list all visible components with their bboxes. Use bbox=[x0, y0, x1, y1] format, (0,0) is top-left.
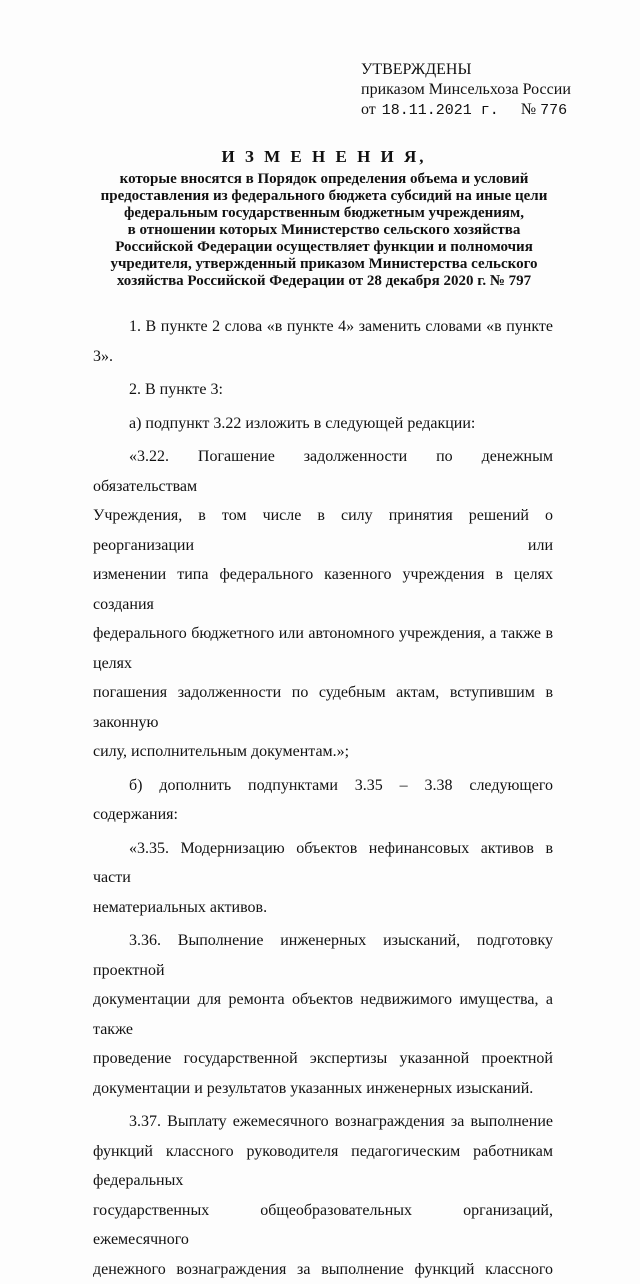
paragraph-2: 2. В пункте 3: bbox=[93, 375, 553, 405]
document-title bbox=[100, 147, 548, 290]
order-of-label: приказом Минсельхоза России bbox=[361, 80, 571, 100]
title-line: в отношении которых Министерство сельского хозяйства bbox=[100, 222, 548, 239]
text-line: документации для ремонта объектов недвижимого имущества, а также bbox=[93, 985, 553, 1044]
paragraph-3-36 bbox=[93, 926, 553, 1103]
paragraph-b: б) дополнить подпунктами 3.35 – 3.38 следующего содержания: bbox=[93, 771, 553, 830]
text-line: 3.37. Выплату ежемесячного вознаграждения за выполнение bbox=[93, 1107, 553, 1137]
text-line: изменении типа федерального казенного учреждения в целях создания bbox=[93, 560, 553, 619]
title-line: Российской Федерации осуществляет функции и полномочия bbox=[100, 239, 548, 256]
text-line: федерального бюджетного или автономного учреждения, а также в целях bbox=[93, 619, 553, 678]
date-label: от bbox=[361, 101, 376, 118]
approved-label: УТВЕРЖДЕНЫ bbox=[361, 60, 571, 80]
order-number: 776 bbox=[540, 102, 567, 119]
text-line: документации и результатов указанных инженерных изысканий. bbox=[93, 1074, 553, 1104]
paragraph-3-35 bbox=[93, 834, 553, 923]
text-line: 3.36. Выполнение инженерных изысканий, подготовку проектной bbox=[93, 926, 553, 985]
paragraph-1: 1. В пункте 2 слова «в пункте 4» заменить словами «в пункте 3». bbox=[93, 312, 553, 371]
title-line: хозяйства Российской Федерации от 28 декабря 2020 г. № 797 bbox=[100, 273, 548, 290]
title-line: предоставления из федерального бюджета субсидий на иные цели bbox=[100, 188, 548, 205]
order-date-line bbox=[361, 100, 571, 121]
text-line: погашения задолженности по судебным актам, вступившим в законную bbox=[93, 678, 553, 737]
text-line: государственных общеобразовательных организаций, ежемесячного bbox=[93, 1196, 553, 1255]
paragraph-3-37 bbox=[93, 1107, 553, 1284]
text-line: нематериальных активов. bbox=[93, 893, 553, 923]
title-heading: И З М Е Н Е Н И Я, bbox=[100, 147, 548, 167]
approval-stamp bbox=[361, 60, 571, 121]
title-line: которые вносятся в Порядок определения объема и условий bbox=[100, 171, 548, 188]
text-line: функций классного руководителя педагогическим работникам федеральных bbox=[93, 1137, 553, 1196]
text-line: Учреждения, в том числе в силу принятия решений о реорганизации или bbox=[93, 501, 553, 560]
document-body bbox=[93, 312, 553, 1284]
title-subtitle bbox=[100, 171, 548, 290]
order-date: 18.11.2021 г. bbox=[382, 102, 499, 119]
paragraph-3-22 bbox=[93, 442, 553, 767]
text-line: «3.22. Погашение задолженности по денежным обязательствам bbox=[93, 442, 553, 501]
text-line: «3.35. Модернизацию объектов нефинансовых активов в части bbox=[93, 834, 553, 893]
paragraph-3: а) подпункт 3.22 изложить в следующей редакции: bbox=[93, 409, 553, 439]
title-line: учредителя, утвержденный приказом Министерства сельского bbox=[100, 256, 548, 273]
title-line: федеральным государственным бюджетным учреждениям, bbox=[100, 205, 548, 222]
text-line: силу, исполнительным документам.»; bbox=[93, 737, 553, 767]
number-sign: № bbox=[521, 101, 536, 118]
text-line: проведение государственной экспертизы указанной проектной bbox=[93, 1044, 553, 1074]
text-line: денежного вознаграждения за выполнение функций классного bbox=[93, 1255, 553, 1284]
